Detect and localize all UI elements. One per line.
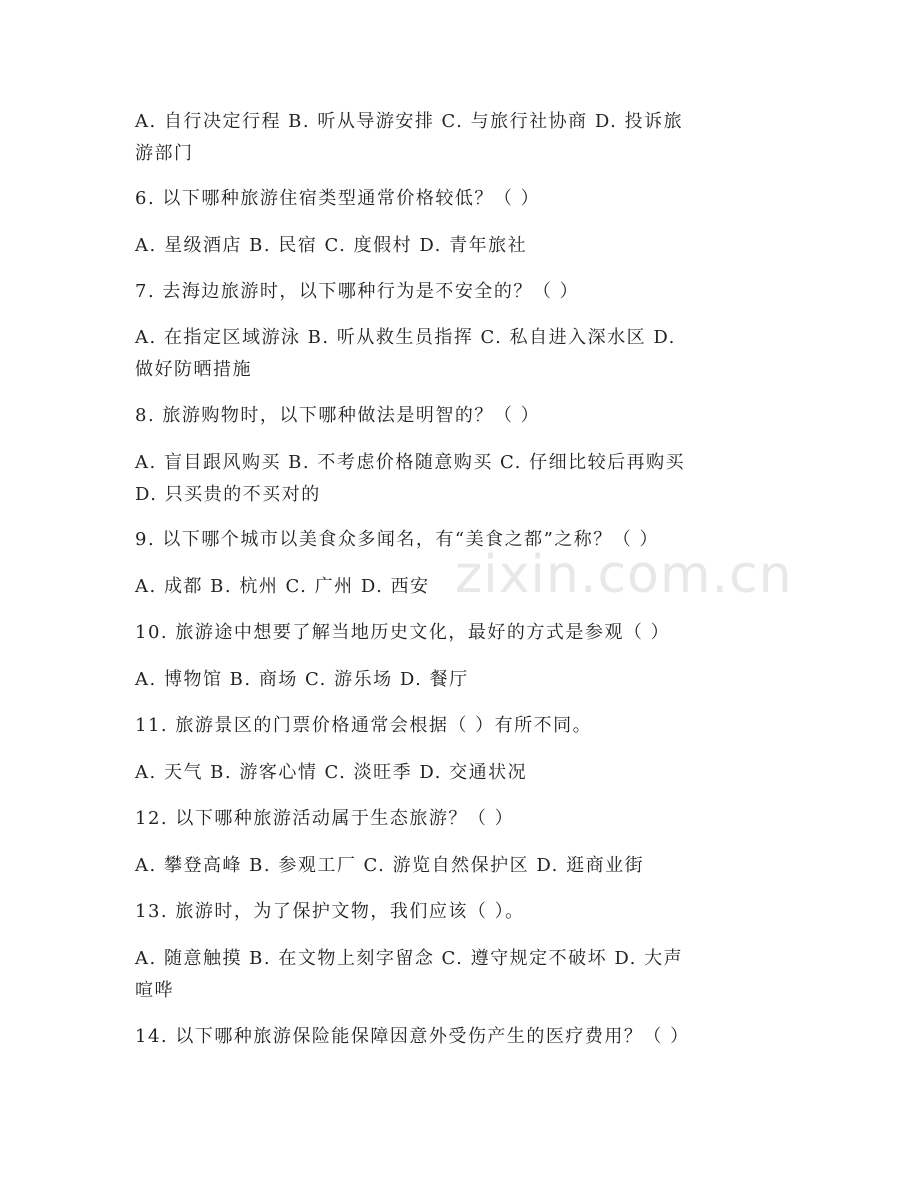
question-8: 8. 旅游购物时，以下哪种做法是明智的？（ ） xyxy=(135,405,541,426)
question-5-options-line-2: 游部门 xyxy=(135,143,194,164)
question-7-options-line-1: A. 在指定区域游泳 B. 听从救生员指挥 C. 私自进入深水区 D. xyxy=(135,327,676,348)
question-9-options: A. 成都 B. 杭州 C. 广州 D. 西安 xyxy=(135,576,430,597)
question-13-options-line-1: A. 随意触摸 B. 在文物上刻字留念 C. 遵守规定不破坏 D. 大声 xyxy=(135,948,684,969)
question-10: 10. 旅游途中想要了解当地历史文化，最好的方式是参观（ ） xyxy=(135,622,671,643)
question-8-options-line-2: D. 只买贵的不买对的 xyxy=(135,484,321,505)
question-9: 9. 以下哪个城市以美食众多闻名，有“美食之都”之称？（ ） xyxy=(135,529,660,550)
question-14: 14. 以下哪种旅游保险能保障因意外受伤产生的医疗费用？（ ） xyxy=(135,1026,690,1047)
question-7-options-line-2: 做好防晒措施 xyxy=(135,359,252,380)
question-8-options-line-1: A. 盲目跟风购买 B. 不考虑价格随意购买 C. 仔细比较后再购买 xyxy=(135,452,686,473)
watermark: zixin.com.cn xyxy=(455,545,793,605)
question-5-options-line-1: A. 自行决定行程 B. 听从导游安排 C. 与旅行社协商 D. 投诉旅 xyxy=(135,111,684,132)
question-13-options-line-2: 喧哗 xyxy=(135,980,174,1001)
question-6-options: A. 星级酒店 B. 民宿 C. 度假村 D. 青年旅社 xyxy=(135,235,528,256)
question-11: 11. 旅游景区的门票价格通常会根据（ ）有所不同。 xyxy=(135,715,593,736)
question-12-options: A. 攀登高峰 B. 参观工厂 C. 游览自然保护区 D. 逛商业街 xyxy=(135,855,645,876)
question-7: 7. 去海边旅游时，以下哪种行为是不安全的？（ ） xyxy=(135,281,580,302)
question-6: 6. 以下哪种旅游住宿类型通常价格较低？（ ） xyxy=(135,188,541,209)
question-11-options: A. 天气 B. 游客心情 C. 淡旺季 D. 交通状况 xyxy=(135,762,528,783)
question-13: 13. 旅游时，为了保护文物，我们应该（ ）。 xyxy=(135,901,525,922)
question-12: 12. 以下哪种旅游活动属于生态旅游？（ ） xyxy=(135,808,515,829)
question-10-options: A. 博物馆 B. 商场 C. 游乐场 D. 餐厅 xyxy=(135,669,469,690)
